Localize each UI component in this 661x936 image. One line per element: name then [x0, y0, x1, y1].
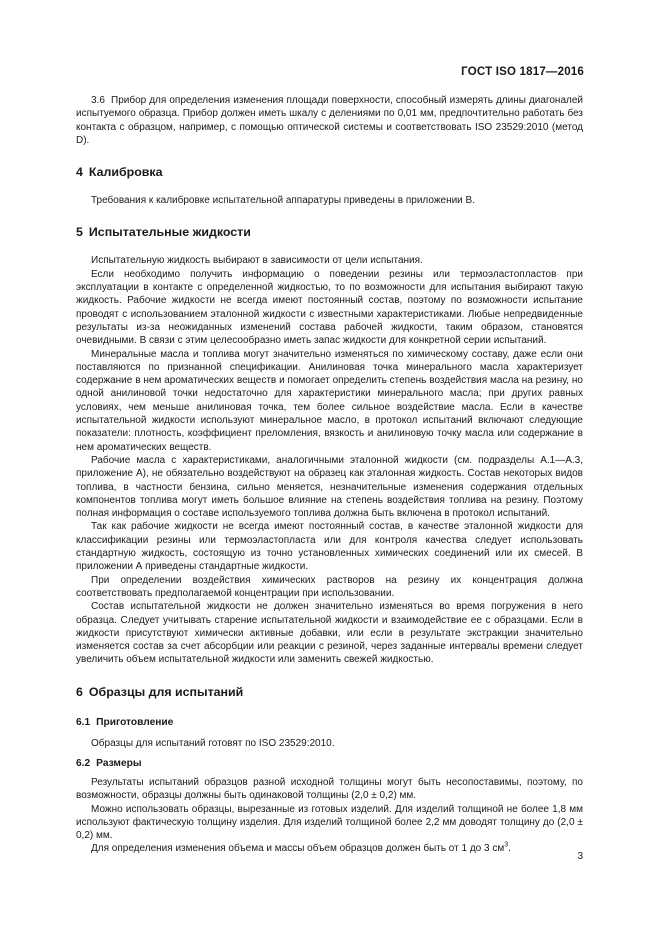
subsection-title: Размеры	[96, 757, 142, 769]
paragraph: Рабочие масла с характеристиками, аналогичными эталонной жидкости (см. подразделы А.1—А.3, приложение А), не обязательно воздействуют на образец как эталонная жидкость. Состав некоторых видов топлива, в частности бензина, сильно меняется, незначительные изменения содержания отдельных компонентов топлива могут иметь большое влияние на степень воздействия топлива на резину. Поэтому полная информация о составе используемого топлива должна быть включена в протокол испытаний.	[76, 454, 583, 520]
clause-number: 3.6	[91, 95, 105, 106]
section-title: Образцы для испытаний	[88, 684, 244, 699]
section-number: 4	[76, 165, 83, 180]
subsection-number: 6.2	[76, 757, 91, 769]
subsection-number: 6.1	[76, 716, 91, 728]
clause-text: Прибор для определения изменения площади поверхности, способный измерять длины диагоналей испытуемого образца. Прибор должен иметь шкалу с делениями по 0,01 мм, предпочтительно работать без контакта с образцом, например, с помощью оптической системы и соответствовать ISO 23529:2010 (метод D).	[76, 95, 583, 146]
paragraph: Так как рабочие жидкости не всегда имеют постоянный состав, в качестве эталонной жидкости для классификации резины или термоэластопласта или для контроля качества следует использовать стандартную жидкость, состоящую из точно установленных химических соединений или их смесей. В приложении А приведены стандартные жидкости.	[76, 521, 583, 573]
paragraph: Если необходимо получить информацию о поведении резины или термоэластопластов при эксплуатации в контакте с определенной жидкостью, то по возможности для испытания выбирают такую жидкость. Рабочие жидкости не всегда имеют постоянный состав, поэтому по возможности испытание проводят с использованием эталонной жидкости с известными характеристиками. Любые непредвиденные результаты из-за неожиданных изменений состава рабочей жидкости, таким образом, становятся очевидными. В связи с этим целесообразно иметь запас жидкости для конкретной серии испытаний.	[76, 268, 583, 347]
page-content	[76, 94, 583, 856]
subsection-title: Приготовление	[96, 716, 174, 728]
paragraph: Испытательную жидкость выбирают в зависимости от цели испытания.	[91, 255, 423, 267]
paragraph: Требования к калибровке испытательной аппаратуры приведены в приложении В.	[91, 195, 475, 207]
clause-3-6	[76, 94, 583, 147]
section-number: 6	[76, 684, 83, 699]
paragraph: Минеральные масла и топлива могут значительно изменяться по химическому составу, даже если они поставляются по признанной спецификации. Анилиновая точка минерального масла характеризует содержание в нем ароматических веществ и помогает определить степень воздействия масла на резину, но одной анилиновой точки недостаточно для характеристики минерального масла; при других равных условиях, чем меньше анилиновая точка, тем более сильное воздействие масла. Если в качестве испытательной жидкости используют минеральное масло, в протокол испытаний включают следующие показатели: плотность, коэффициент преломления, вязкость и анилиновую точку масла или содержание в нем ароматических веществ.	[76, 348, 583, 453]
section-title: Калибровка	[88, 165, 163, 180]
paragraph: Результаты испытаний образцов разной исходной толщины могут быть несопоставимы, поэтому, по возможности, образцы должны быть одинаковой толщины (2,0 ± 0,2) мм.	[76, 776, 583, 802]
paragraph: При определении воздействия химических растворов на резину их концентрация должна соответствовать предполагаемой концентрации при использовании.	[76, 574, 583, 599]
paragraph: Можно использовать образцы, вырезанные из готовых изделий. Для изделий толщиной не более 1,8 мм используют фактическую толщину изделия. Для изделий толщиной более 2,2 мм доводят толщину до (2,0 ± 0,2) мм.	[76, 803, 583, 842]
section-5-heading	[76, 225, 583, 240]
paragraph: Состав испытательной жидкости не должен значительно изменяться во время погружения в него образца. Следует учитывать старение испытательной жидкости и взаимодействие ее с образцами. Если в жидкости присутствуют химически активные добавки, или если в результате экстракции значительно изменяется состав за счет абсорбции или реакции с резиной, через заданные интервалы времени следует увеличить объем испытательной жидкости или заменить свежей жидкостью.	[76, 601, 583, 666]
section-number: 5	[76, 225, 83, 240]
superscript: 3	[504, 842, 509, 850]
paragraph: Образцы для испытаний готовят по ISO 23529:2010.	[91, 737, 335, 749]
subsection-6-2-heading	[76, 757, 583, 770]
section-title: Испытательные жидкости	[88, 225, 251, 240]
section-6-heading	[76, 685, 583, 700]
paragraph-text: Для определения изменения объема и массы объем образцов должен быть от 1 до 3 см	[91, 843, 505, 855]
section-4-body	[76, 194, 583, 207]
subsection-6-2-body	[76, 776, 583, 856]
section-5-body	[76, 254, 583, 666]
paragraph	[76, 842, 583, 855]
section-4-heading	[76, 165, 583, 180]
page-number: 3	[577, 851, 583, 862]
subsection-6-1-body	[76, 737, 583, 750]
standard-code: ГОСТ ISO 1817—2016	[461, 66, 584, 78]
subsection-6-1-heading	[76, 716, 583, 729]
paragraph-end: .	[508, 843, 511, 855]
